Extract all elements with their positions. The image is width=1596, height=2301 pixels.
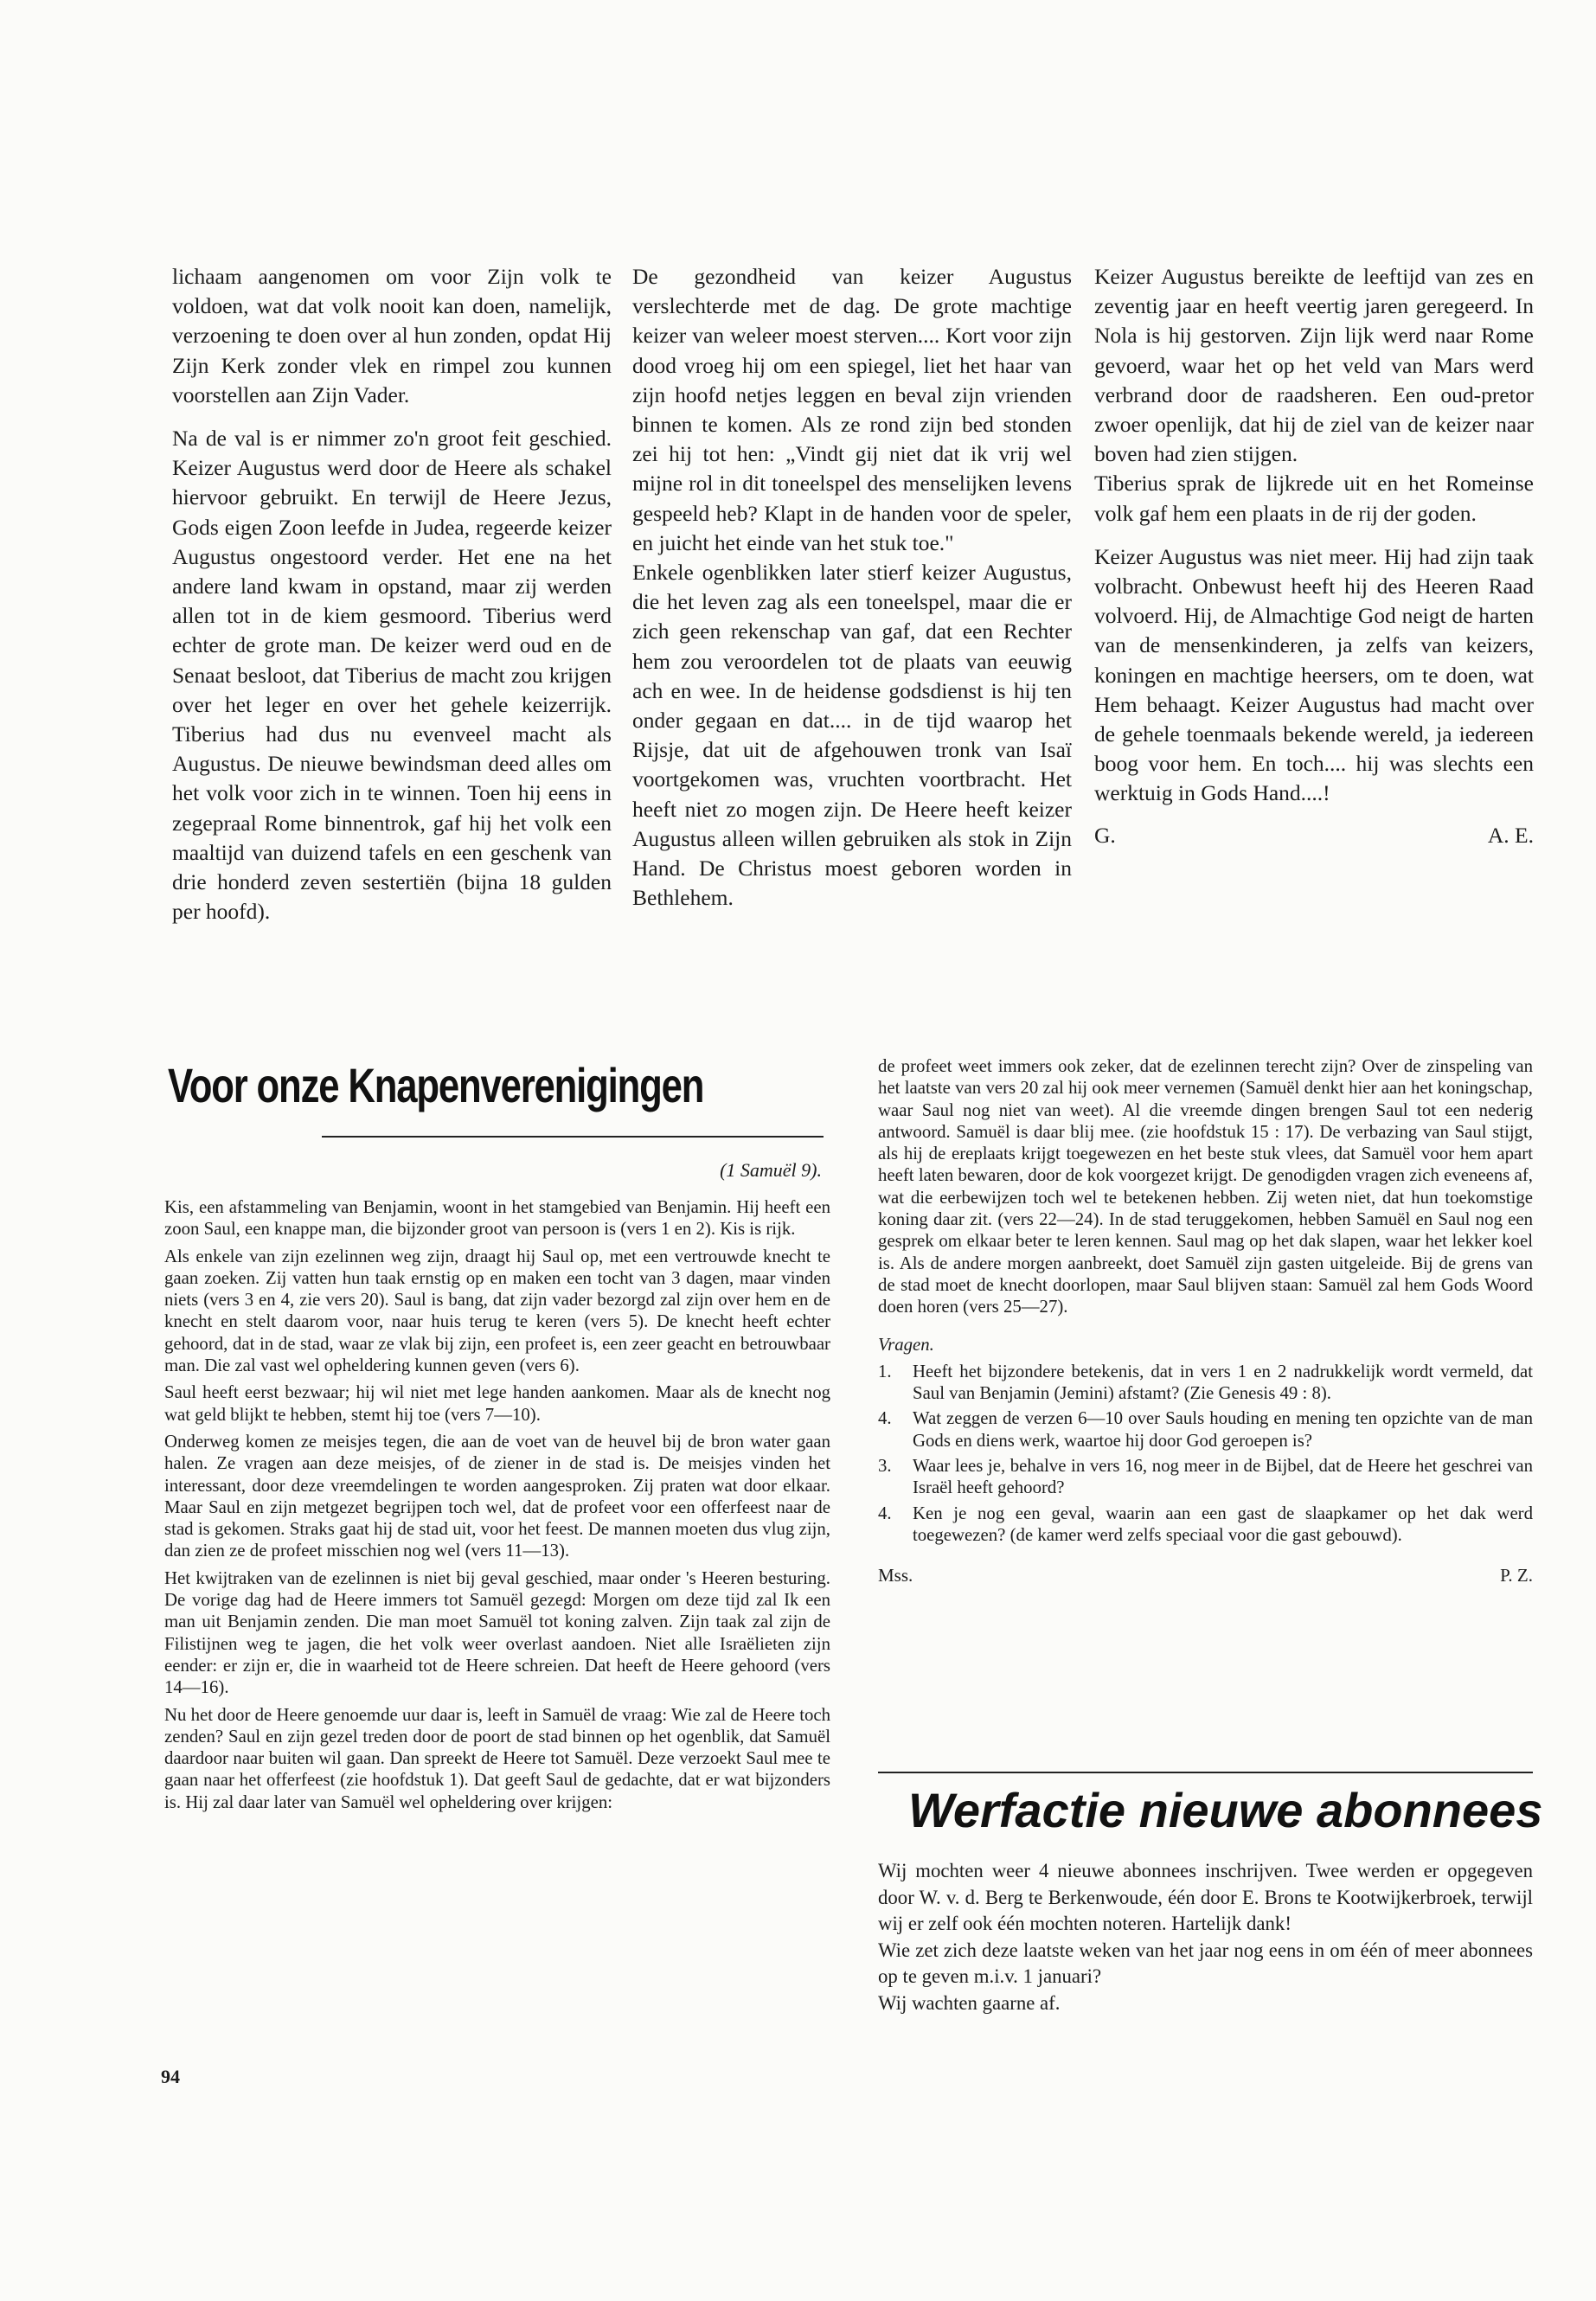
question-item — [878, 1503, 1533, 1547]
question-text: Ken je nog een geval, waarin aan een gast de slaapkamer op het dak werd toegewezen? (de kamer werd zelfs speciaal voor die gast gebouwd). — [913, 1503, 1533, 1545]
signature-row — [1094, 821, 1534, 850]
bible-reference: (1 Samuël 9). — [720, 1159, 822, 1181]
question-text: Wat zeggen de verzen 6—10 over Sauls houding en mening ten opzichte van de man Gods en diens werk, waartoe hij door God geroepen is? — [913, 1408, 1533, 1451]
article-column-1 — [172, 262, 612, 926]
question-item — [878, 1361, 1533, 1405]
article-column-3 — [1094, 262, 1534, 850]
article-column-2 — [632, 262, 1072, 913]
signature-right: P. Z. — [1500, 1565, 1533, 1586]
question-number: 1. — [878, 1361, 892, 1381]
question-number: 4. — [878, 1408, 892, 1429]
question-text: Waar lees je, behalve in vers 16, nog meer in de Bijbel, dat de Heere het geschrei van Israël heeft gehoord? — [913, 1456, 1533, 1498]
signature-left: Mss. — [878, 1565, 913, 1586]
paragraph: De gezondheid van keizer Augustus verslechterde met de dag. De grote machtige keizer van weleer moest sterven.... Kort voor zijn dood vroeg hij om een spiegel, liet het haar van zijn hoofd netjes leggen en beval zijn vrienden binnen te komen. Als ze rond zijn bed stonden zei hij tot hen: „Vindt gij niet dat ik vrij wel mijne rol in dit toneelspel des menselijken levens gespeeld heb? Klapt in de handen voor de speler, en juicht het einde van het stuk toe." — [632, 264, 1072, 555]
questions-list — [878, 1361, 1533, 1546]
paragraph: Na de val is er nimmer zo'n groot feit geschied. Keizer Augustus werd door de Heere als schakel hiervoor gebruikt. En terwijl de Heere Jezus, Gods eigen Zoon leefde in Judea, regeerde keizer Augustus ongestoord verder. Het ene na het andere land kwam in opstand, maar zij werden allen tot in de kiem gesmoord. Tiberius werd echter de grote man. De keizer werd oud en de Senaat besloot, dat Tiberius de macht zou krijgen over het leger en over het gehele keizerrijk. Tiberius had dus nu evenveel macht als Augustus. De nieuwe bewindsman deed alles om het volk voor zich in te winnen. Toen hij eens in zegepraal Rome binnentrok, gaf hij het volk een maaltijd van duizend tafels en een geschenk van drie honderd zeven sestertiën (bijna 18 gulden per hoofd). — [172, 426, 612, 925]
paragraph: Nu het door de Heere genoemde uur daar is, leeft in Samuël de vraag: Wie zal de Heere toch zenden? Saul en zijn gezel treden door de poort de stad binnen op het ogenblik, dat Samuël daardoor naar buiten wil gaan. Dan spreekt de Heere tot Samuël. Deze verzoekt Saul mee te gaan naar het offerfeest (zie hoofdstuk 1). Dat geeft Saul de gedachte, dat er wat bijzonders is. Hij zal daar later van Samuël wel opheldering over krijgen: — [164, 1704, 830, 1812]
question-item — [878, 1455, 1533, 1499]
section-title-knapen: Voor onze Knapenverenigingen — [168, 1058, 704, 1112]
paragraph: Enkele ogenblikken later stierf keizer Augustus, die het leven zag als een toneelspel, maar die er zich geen rekenschap van gaf, dat een Rechter hem zou veroordelen tot de plaats van eeuwig ach en wee. In de heidense godsdienst is hij ten onder gegaan en dat.... in de tijd waarop het Rijsje, dat uit de afgehouwen tronk van Isaï voortgekomen was, vruchten voortbracht. Het heeft niet zo mogen zijn. De Heere heeft keizer Augustus alleen willen gebruiken als stok in Zijn Hand. De Christus moest geboren worden in Bethlehem. — [632, 560, 1072, 911]
werfactie-body — [878, 1858, 1533, 2016]
questions-label: Vragen. — [878, 1334, 934, 1355]
question-text: Heeft het bijzondere betekenis, dat in vers 1 en 2 nadrukkelijk wordt vermeld, dat Saul van Benjamin (Jemini) afstamt? (Zie Genesis 49 : 8). — [913, 1361, 1533, 1404]
question-number: 3. — [878, 1456, 892, 1477]
question-item — [878, 1407, 1533, 1452]
paragraph: Het kwijtraken van de ezelinnen is niet bij geval geschied, maar onder 's Heeren besturing. De vorige dag had de Heere immers tot Samuël gezegd: Morgen om deze tijd zal Ik een man uit Benjamin zenden. Die man moet Samuël tot koning zalven. Zijn taak zal zijn de Filistijnen weg te jagen, die het volk weer overlast aandoen. Niet alle Israëlieten zijn eender: er zijn er, die in waarheid tot de Heere schreien. Dat heeft de Heere gehoord (vers 14—16). — [164, 1567, 830, 1698]
paragraph: Saul heeft eerst bezwaar; hij wil niet met lege handen aankomen. Maar als de knecht nog wat geld blijkt te hebben, stemt hij toe (vers 7—10). — [164, 1382, 830, 1425]
question-number: 4. — [878, 1503, 892, 1523]
paragraph: Onderweg komen ze meisjes tegen, die aan de voet van de heuvel bij de bron water gaan halen. Ze vragen aan deze meisjes, of de ziener in de stad is. De meisjes vinden het interessant, door deze vreemdelingen te worden aangesproken. Zij praten wat door elkaar. Maar Saul en zijn metgezet begrijpen toch wel, dat de profeet voor een offerfeest naar de stad is gekomen. Straks gaat hij de stad uit, voor het feest. De mannen moeten dus vlug zijn, dan zien ze de profeet misschien nog wel (vers 11—13). — [164, 1431, 830, 1561]
title-underline — [322, 1136, 824, 1138]
page-number: 94 — [161, 2066, 180, 2087]
signature-right: A. E. — [1487, 822, 1534, 848]
paragraph: Wij mochten weer 4 nieuwe abonnees inschrijven. Twee werden er opgegeven door W. v. d. Berg te Berkenwoude, één door E. Brons te Kootwijkerbroek, terwijl wij er zelf ook één mochten noteren. Hartelijk dank! — [878, 1860, 1533, 1934]
paragraph: Keizer Augustus was niet meer. Hij had zijn taak volbracht. Onbewust heeft hij des Heeren Raad volvoerd. Hij, de Almachtige God neigt de harten van de mensenkinderen, ja zelfs van keizers, koningen en machtige heersers, om te doen, wat Hem behaagt. Keizer Augustus had macht over de gehele toenmaals bekende wereld, ja iedereen boog voor hem. En toch.... hij was slechts een werktuig in Gods Hand....! — [1094, 543, 1534, 806]
paragraph: Tiberius sprak de lijkrede uit en het Romeinse volk gaf hem een plaats in de rij der goden. — [1094, 471, 1534, 526]
paragraph: Wij wachten gaarne af. — [878, 1991, 1061, 2014]
paragraph: Keizer Augustus bereikte de leeftijd van zes en zeventig jaar en heeft veertig jaren geregeerd. In Nola is hij gestorven. Zijn lijk werd naar Rome gevoerd, waar het op het veld van Mars werd verbrand door de raadsheren. Een oud-pretor zwoer openlijk, dat hij de ziel van de keizer naar boven had zien stijgen. — [1094, 264, 1534, 467]
paragraph: de profeet weet immers ook zeker, dat de ezelinnen terecht zijn? Over de zinspeling van het laatste van vers 20 zal hij ook meer vernemen (Samuël denkt hier aan het koningschap, waar Saul nog niet van weet). Al die vreemde dingen brengen Saul tot een nederig antwoord. Samuël is daar blij mee. (zie hoofdstuk 15 : 17). De verbazing van Saul stijgt, als hij de ereplaats krijgt toegewezen en het beste stuk vlees, dat Samuël voor hem apart heeft laten bewaren, door de kok voorgezet krijgt. De genodigden vragen zich eveneens af, wat die eerbewijzen toch wel te betekenen hebben. Zij weten niet, dat hun toekomstige koning daar zit. (vers 22—24). In de stad teruggekomen, hebben Samuël en Saul nog een gesprek om elkaar beter te leren kennen. Saul mag op het dak slapen, waar het lekker koel is. Als de andere morgen aanbreekt, doet Samuël zijn gasten uitgeleide. Bij de grens van de stad moet de knecht doorlopen, maar Saul blijven staan: Samuël zal hem Gods Woord doen horen (vers 25—27). — [878, 1056, 1533, 1317]
signature-left: G. — [1094, 822, 1116, 848]
paragraph: Als enkele van zijn ezelinnen weg zijn, draagt hij Saul op, met een vertrouwde knecht te gaan zoeken. Zij vatten hun taak ernstig op en maken een tocht van 3 dagen, maar vinden niets (vers 3 en 4, zie vers 20). Saul is bang, dat zijn vader bezorgd zal zijn over hem en de knecht en stelt daarom voor, naar huis terug te keren (vers 5). De knecht heeft echter gehoord, dat in de stad, waar ze vlak bij zijn, een profeet is, een zeer geacht en betrouwbaar man. Die zal vast wel opheldering kunnen geven (vers 6). — [164, 1246, 830, 1376]
knapen-left-column — [164, 1196, 830, 1818]
paragraph: Wie zet zich deze laatste weken van het jaar nog eens in om één of meer abonnees op te geven m.i.v. 1 januari? — [878, 1939, 1533, 1987]
paragraph: Kis, een afstammeling van Benjamin, woont in het stamgebied van Benjamin. Hij heeft een zoon Saul, een knappe man, die bijzonder groot van persoon is (vers 1 en 2). Kis is rijk. — [164, 1197, 830, 1240]
knapen-right-column — [878, 1055, 1533, 1587]
section-divider — [878, 1772, 1533, 1773]
section-title-werfactie: Werfactie nieuwe abonnees — [908, 1783, 1543, 1837]
paragraph: lichaam aangenomen om voor Zijn volk te voldoen, wat dat volk nooit kan doen, namelijk, verzoening te doen over al hun zonden, opdat Hij Zijn Kerk zonder vlek en rimpel zou kunnen voorstellen aan Zijn Vader. — [172, 264, 612, 407]
signature-row — [878, 1565, 1533, 1586]
